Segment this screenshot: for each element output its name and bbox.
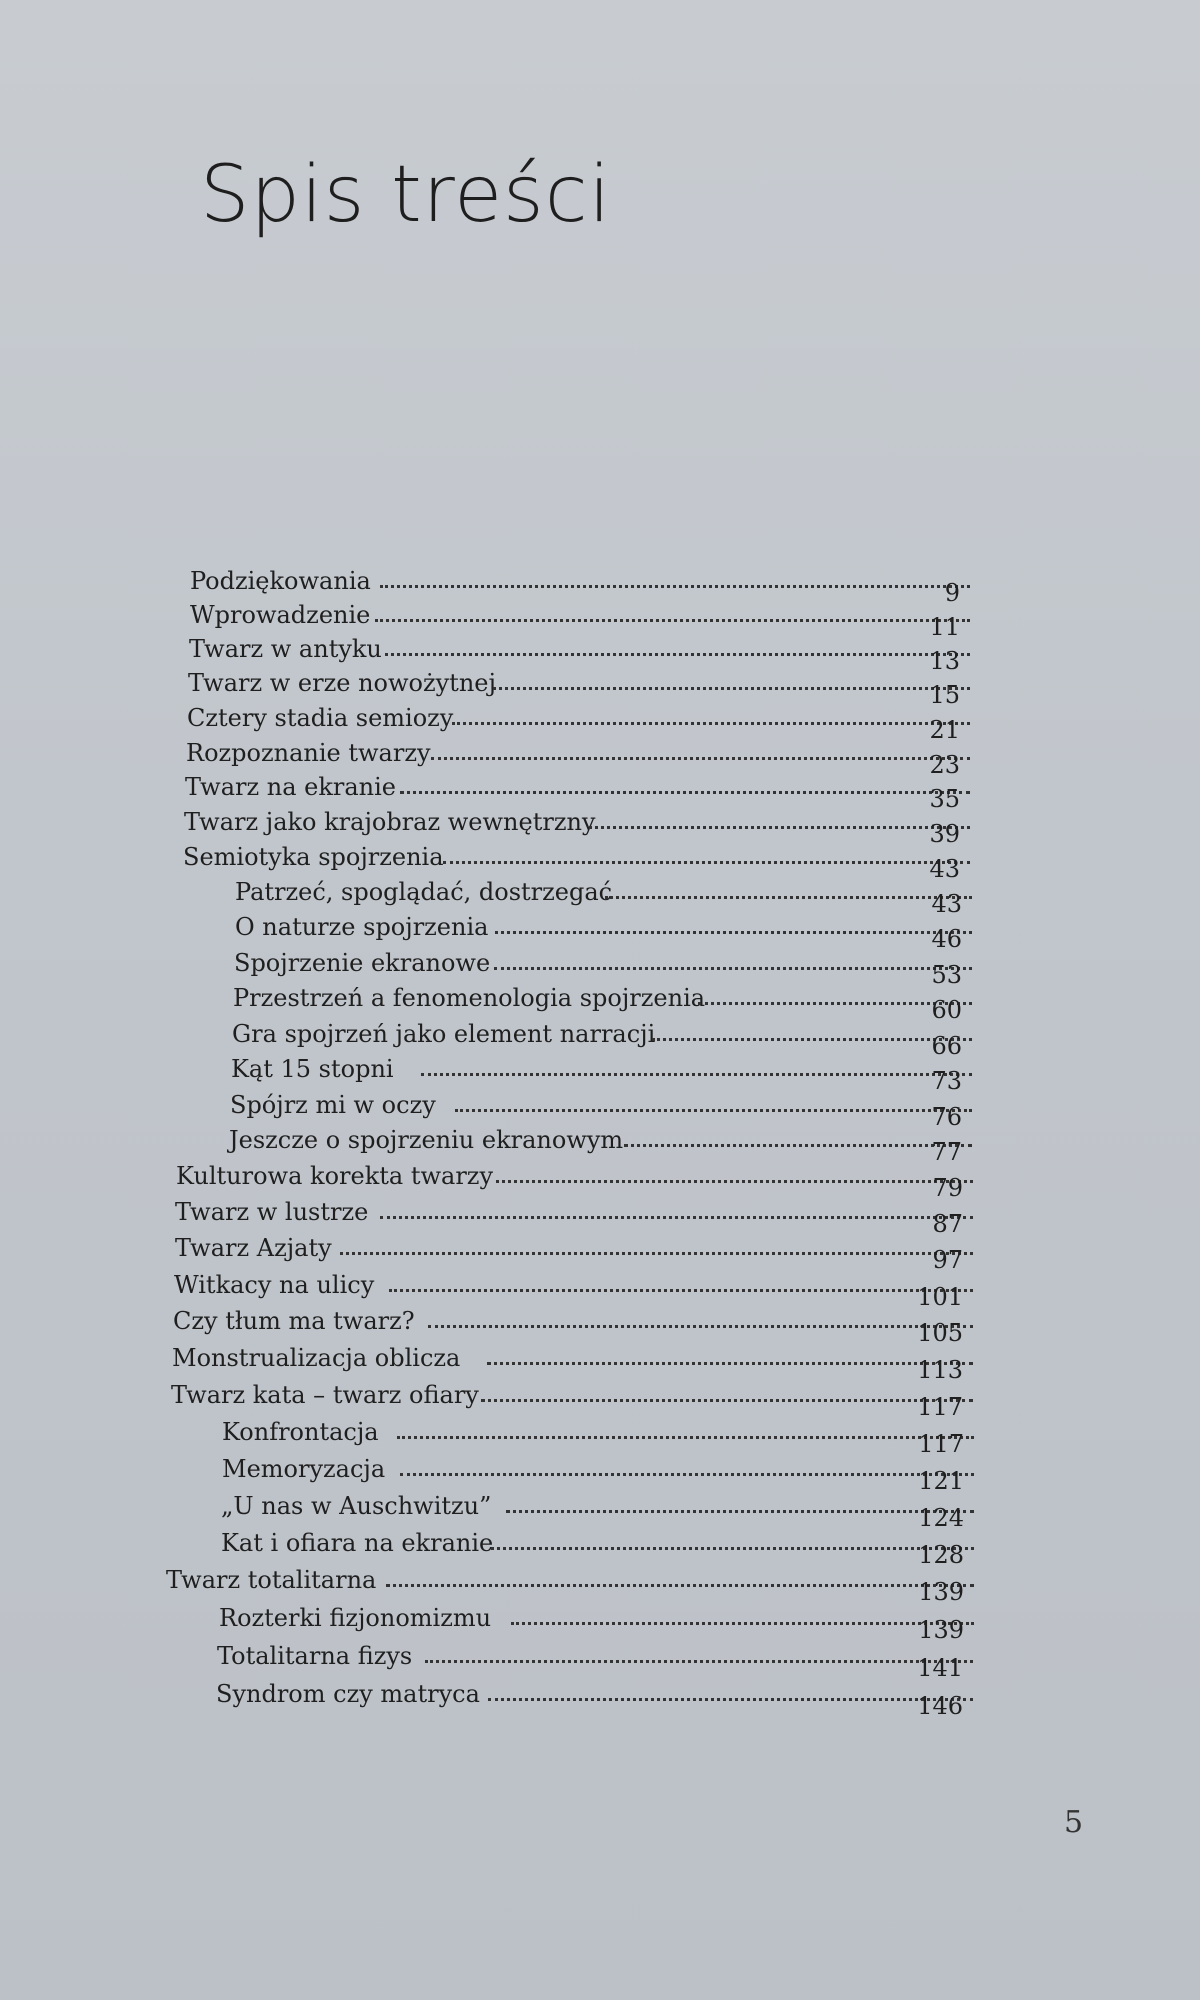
toc-entry-page: 39 <box>929 820 960 848</box>
toc-entry <box>222 1417 1102 1458</box>
toc-entry-page: 139 <box>918 1616 964 1644</box>
toc-entry-label: Twarz kata – twarz ofiary <box>171 1381 479 1409</box>
toc-entry-page: 139 <box>918 1578 964 1606</box>
toc-entry <box>230 1090 1110 1131</box>
toc-entry <box>185 772 1065 813</box>
toc-entry <box>221 1491 1101 1532</box>
toc-entry <box>217 1641 1097 1682</box>
toc-entry-label: Witkacy na ulicy <box>174 1271 375 1299</box>
toc-entry-label: Syndrom czy matryca <box>216 1680 480 1708</box>
toc-entry-page: 128 <box>918 1541 964 1569</box>
dotted-leader <box>428 1325 973 1328</box>
toc-entry-page: 73 <box>931 1067 962 1095</box>
toc-entry-page: 60 <box>931 996 962 1024</box>
toc-entry-label: Wprowadzenie <box>190 601 371 629</box>
toc-entry <box>231 1054 1111 1095</box>
page-number: 5 <box>1064 1805 1084 1840</box>
toc-entry <box>166 1565 1046 1606</box>
toc-entry-label: Monstrualizacja oblicza <box>172 1344 461 1372</box>
toc-entry-label: Twarz jako krajobraz wewnętrzny <box>184 808 596 836</box>
dotted-leader <box>380 585 970 588</box>
toc-entry-label: Twarz w antyku <box>189 635 382 663</box>
toc-entry-page: 43 <box>931 890 962 918</box>
toc-entry-label: Patrzeć, spoglądać, dostrzegać <box>235 878 613 906</box>
toc-entry <box>190 566 1070 607</box>
toc-entry-label: Cztery stadia semiozy <box>187 704 454 732</box>
dotted-leader <box>375 619 970 622</box>
toc-entry <box>221 1528 1101 1569</box>
toc-entry-label: Konfrontacja <box>222 1418 379 1446</box>
toc-entry <box>235 877 1115 918</box>
toc-entry <box>190 600 1070 641</box>
dotted-leader <box>340 1252 973 1255</box>
toc-entry-page: 66 <box>931 1032 962 1060</box>
toc-entry-label: Twarz w lustrze <box>175 1198 369 1226</box>
toc-entry-label: Twarz w erze nowożytnej <box>188 669 496 697</box>
toc-entry-label: Twarz totalitarna <box>166 1566 377 1594</box>
toc-entry-label: Rozpoznanie twarzy <box>186 739 431 767</box>
toc-entry-label: Twarz na ekranie <box>185 773 397 801</box>
toc-entry-page: 21 <box>929 716 960 744</box>
toc-entry <box>233 983 1113 1024</box>
toc-entry-label: Twarz Azjaty <box>175 1234 332 1262</box>
toc-entry <box>188 668 1068 709</box>
toc-entry-label: Spojrzenie ekranowe <box>234 949 491 977</box>
toc-entry-label: Memoryzacja <box>222 1455 386 1483</box>
toc-entry-page: 121 <box>918 1467 964 1495</box>
dotted-leader <box>397 1436 974 1439</box>
toc-entry-page: 15 <box>929 681 960 709</box>
toc-entry <box>232 1019 1112 1060</box>
toc-entry <box>229 1125 1109 1166</box>
toc-entry <box>222 1454 1102 1495</box>
toc-entry-label: „U nas w Auschwitzu” <box>221 1492 492 1520</box>
toc-entry <box>171 1380 1051 1421</box>
dotted-leader <box>400 791 970 794</box>
toc-entry-page: 105 <box>917 1319 963 1347</box>
toc-entry <box>184 807 1064 848</box>
toc-entry-label: Spójrz mi w oczy <box>230 1091 436 1119</box>
toc-entry-page: 117 <box>917 1393 963 1421</box>
toc-entry-page: 35 <box>929 785 960 813</box>
toc-entry-label: Rozterki fizjonomizmu <box>219 1604 492 1632</box>
toc-entry-label: Czy tłum ma twarz? <box>173 1307 415 1335</box>
dotted-leader <box>386 1584 974 1587</box>
toc-entry-page: 53 <box>931 961 962 989</box>
toc-entry-label: Przestrzeń a fenomenologia spojrzenia <box>233 984 706 1012</box>
toc-entry <box>234 948 1114 989</box>
toc-entry <box>235 912 1115 953</box>
toc-entry <box>175 1233 1055 1274</box>
toc-entry <box>173 1306 1053 1347</box>
toc-entry-page: 79 <box>932 1174 963 1202</box>
toc-entry-label: Kat i ofiara na ekranie <box>221 1529 494 1557</box>
toc-entry-label: Gra spojrzeń jako element narracji <box>232 1020 656 1048</box>
dotted-leader <box>380 1216 973 1219</box>
toc-entry <box>187 703 1067 744</box>
toc-entry <box>174 1270 1054 1311</box>
toc-entry-label: Totalitarna fizys <box>217 1642 413 1670</box>
toc-entry <box>219 1603 1099 1644</box>
dotted-leader <box>385 653 970 656</box>
toc-entry-page: 9 <box>944 579 960 607</box>
toc-entry-label: Podziękowania <box>190 567 371 595</box>
toc-entry-page: 141 <box>917 1654 963 1682</box>
toc-entry-page: 97 <box>932 1246 963 1274</box>
toc-entry-page: 23 <box>929 751 960 779</box>
dotted-leader <box>389 1289 973 1292</box>
toc-entry-page: 13 <box>929 647 960 675</box>
toc-entry <box>189 634 1069 675</box>
toc-entry <box>216 1679 1096 1720</box>
toc-entry <box>172 1343 1052 1384</box>
toc-entry-page: 76 <box>931 1103 962 1131</box>
page-title: Spis treści <box>200 150 612 240</box>
dotted-leader <box>421 1073 972 1076</box>
toc-entry <box>186 738 1066 779</box>
dotted-leader <box>400 1473 974 1476</box>
toc-entry-label: Semiotyka spojrzenia <box>183 843 444 871</box>
toc-entry-label: Kulturowa korekta twarzy <box>176 1162 494 1190</box>
toc-entry-page: 46 <box>931 925 962 953</box>
toc-entry-page: 87 <box>932 1210 963 1238</box>
toc-entry-label: O naturze spojrzenia <box>235 913 489 941</box>
toc-entry-label: Jeszcze o spojrzeniu ekranowym <box>229 1126 624 1154</box>
toc-entry-page: 101 <box>917 1283 963 1311</box>
toc-entry-page: 11 <box>929 613 960 641</box>
toc-entry-page: 124 <box>918 1504 964 1532</box>
dotted-leader <box>425 1660 973 1663</box>
toc-entry-page: 117 <box>918 1430 964 1458</box>
toc-entry <box>175 1197 1055 1238</box>
toc-entry-page: 146 <box>917 1692 963 1720</box>
toc-entry <box>176 1161 1056 1202</box>
toc-entry-label: Kąt 15 stopni <box>231 1055 394 1083</box>
toc-entry <box>183 842 1063 883</box>
toc-entry-page: 113 <box>917 1356 963 1384</box>
toc-entry-page: 77 <box>931 1138 962 1166</box>
toc-entry-page: 43 <box>929 855 960 883</box>
